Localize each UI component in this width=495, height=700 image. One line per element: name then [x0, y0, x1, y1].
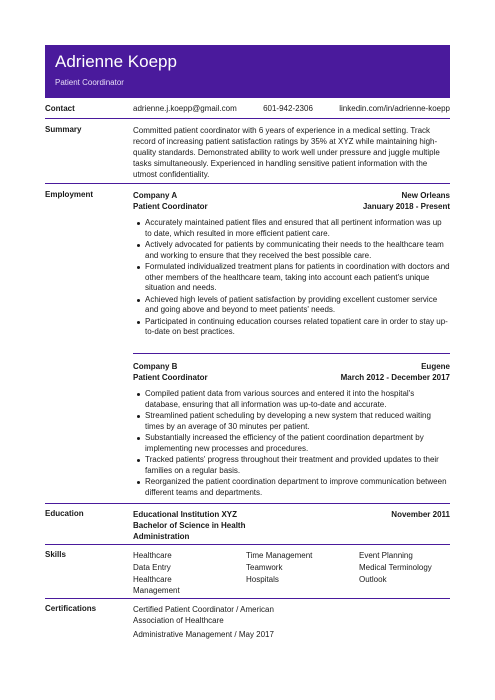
skill-item: Healthcare Management: [133, 575, 180, 595]
skill-item: Teamwork: [246, 563, 283, 572]
list-item: Achieved high levels of patient satisfaction by providing excellent customer service and going above and beyond to meet patients' needs.: [145, 295, 450, 316]
summary-text: Committed patient coordinator with 6 years of experience in a medical setting. Track record of increasing patient satisfaction ratings by 35% at XYZ while maintaining high-quality standards. Demonstrated ability to work well under pressure and juggle multiple tasks simultaneously. Experienced in handling sensitive patient information with the utmost confidentiality.: [133, 126, 440, 179]
list-item: Reorganized the patient coordination department to improve communication between different teams and departments.: [145, 477, 450, 498]
list-item: Streamlined patient scheduling by developing a new system that reduced waiting times by an average of 30 minutes per patient.: [145, 411, 450, 432]
list-item: Participated in continuing education courses related topatient care in order to stay up-to-date on best practices.: [145, 317, 450, 338]
section-label-employment: Employment: [45, 190, 94, 199]
list-item: Substantially increased the efficiency of the patient coordination department by implementing new processes and procedures.: [145, 433, 450, 454]
job-company: Company A: [133, 191, 178, 200]
job-company: Company B: [133, 362, 178, 371]
list-item: Accurately maintained patient files and ensured that all pertinent information was up to date, which resulted in more efficient patient care.: [145, 218, 450, 239]
list-item: Tracked patients' progress throughout their treatment and provided updates to their families on a regular basis.: [145, 455, 450, 476]
section-divider: [45, 118, 450, 119]
section-divider: [45, 183, 450, 184]
list-item: Actively advocated for patients by communicating their needs to the healthcare team and working to ensure that they received the best possible care.: [145, 240, 450, 261]
certification-item: Administrative Management / May 2017: [133, 630, 274, 639]
section-label-certifications: Certifications: [45, 604, 97, 613]
education-institution: Educational Institution XYZ: [133, 510, 237, 519]
resume-header: [45, 45, 450, 98]
job-dates: January 2018 - Present: [362, 202, 450, 211]
job-location: New Orleans: [401, 191, 450, 200]
job-role: Patient Coordinator: [133, 202, 208, 211]
section-label-education: Education: [45, 509, 84, 518]
section-divider: [45, 544, 450, 545]
certifications-section: [45, 604, 450, 650]
section-divider: [45, 503, 450, 504]
section-label-skills: Skills: [45, 550, 66, 559]
list-item: Formulated individualized treatment plans for patients in coordination with doctors and other members of the healthcare team, taking into account each patient's unique situation and needs.: [145, 262, 450, 292]
skills-section: [45, 550, 450, 596]
candidate-name: Adrienne Koepp: [55, 52, 177, 71]
candidate-title: Patient Coordinator: [55, 78, 124, 87]
contact-row: [133, 104, 450, 114]
section-label-summary: Summary: [45, 125, 82, 134]
job-divider: [133, 353, 450, 354]
employment-section-continued: [45, 361, 450, 501]
job-entry: [133, 361, 450, 499]
section-label-contact: Contact: [45, 104, 75, 113]
education-entry: [133, 509, 450, 542]
job-role: Patient Coordinator: [133, 373, 208, 382]
education-section: [45, 509, 450, 541]
skill-item: Data Entry: [133, 563, 171, 572]
job-entry: [133, 190, 450, 339]
skills-grid: [133, 550, 450, 596]
employment-section: [45, 190, 450, 350]
contact-section: [45, 104, 450, 116]
job-bullets: [133, 218, 450, 338]
contact-linkedin[interactable]: linkedin.com/in/adrienne-koepp: [339, 104, 450, 113]
skill-item: Event Planning: [359, 551, 413, 560]
skill-item: Hospitals: [246, 575, 279, 584]
education-degree: Bachelor of Science in Health Administration: [133, 521, 246, 541]
list-item: Compiled patient data from various sources and entered it into the hospital's database, ensuring that all information was up-to-date and accurate.: [145, 389, 450, 410]
skill-item: Time Management: [246, 551, 313, 560]
job-dates: March 2012 - December 2017: [340, 373, 450, 382]
certifications-list: [133, 604, 283, 640]
skill-item: Medical Terminology: [359, 563, 432, 572]
skill-item: Outlook: [359, 575, 387, 584]
contact-phone[interactable]: 601-942-2306: [263, 104, 313, 113]
contact-email[interactable]: adrienne.j.koepp@gmail.com: [133, 104, 237, 113]
skill-item: Healthcare: [133, 551, 172, 560]
section-divider: [45, 598, 450, 599]
certification-item: Certified Patient Coordinator / American Association of Healthcare: [133, 605, 274, 625]
summary-section: [45, 125, 450, 181]
job-location: Eugene: [421, 362, 450, 371]
education-date: November 2011: [391, 510, 450, 519]
job-bullets: [133, 389, 450, 498]
